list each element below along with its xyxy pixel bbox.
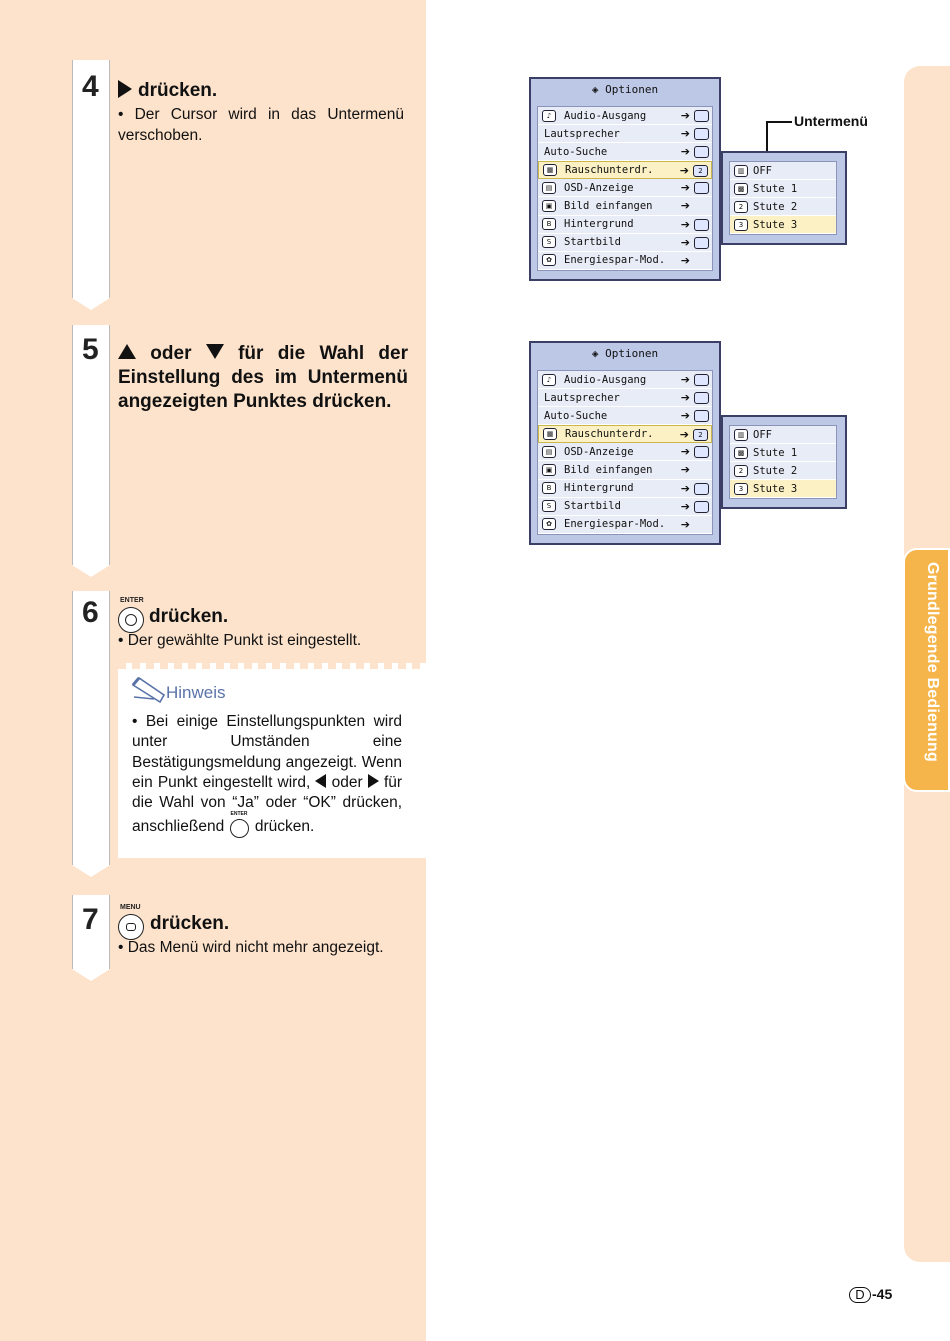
osd-title-text: Optionen [605,347,659,360]
hint-text-b: oder [331,773,363,791]
osd-item-icon: ▦ [543,428,557,440]
hint-text-c: für die Wahl von “Ja” oder “OK” drücken, anschließend [132,773,403,836]
submenu-callout: Untermenü [794,113,868,129]
hint-title: Hinweis [166,683,226,702]
osd-value-icon [694,446,709,458]
osd-item-icon: S [542,236,556,248]
side-tab-label: Grundlegende Bedienung [924,562,941,762]
menu-label: MENU [120,904,141,911]
osd-value-icon [694,410,709,422]
osd-item[interactable] [538,197,712,215]
step-4-bullet: • Der Cursor wird in das Untermenü verschoben. [118,106,405,144]
step-5-title [118,342,408,414]
osd-value-icon [694,110,709,122]
osd-item-label: Lautsprecher [544,391,620,404]
submenu-item[interactable] [730,480,836,498]
step-4-bullet-text: Der Cursor wird in das Untermenü verschoben. [118,106,405,144]
enter-button-icon [229,813,251,839]
osd-item-label: OSD-Anzeige [564,445,634,458]
submenu-list [729,161,837,235]
osd-item-label: Auto-Suche [544,409,608,422]
options-icon: ◈ [591,347,599,360]
osd-item-icon: S [542,500,556,512]
submenu-item-icon: 3 [734,219,748,231]
submenu-item[interactable] [730,216,836,234]
submenu-item[interactable] [730,198,836,216]
osd-value-icon [694,182,709,194]
osd-item[interactable] [538,389,712,407]
osd-arrow-icon: ➔ [680,253,690,267]
enter-button-icon [118,597,146,633]
osd-item[interactable] [538,107,712,125]
left-arrow-icon [315,774,326,788]
submenu-item-icon: ▥ [734,429,748,441]
osd-list [537,370,713,535]
osd-item[interactable] [538,125,712,143]
osd-item[interactable] [538,425,712,443]
osd-item-label: Audio-Ausgang [564,373,647,386]
osd-item[interactable] [538,516,712,534]
osd-arrow-icon: ➔ [680,499,690,513]
osd-arrow-icon: ➔ [680,235,690,249]
osd-item-label: Hintergrund [564,218,634,231]
osd-item[interactable] [538,461,712,479]
submenu-item[interactable] [730,180,836,198]
step-7-number: 7 [82,903,99,936]
osd-item[interactable] [538,179,712,197]
step-7-title: drücken. [150,913,230,934]
osd-value-icon [694,501,709,513]
up-arrow-icon [118,344,136,359]
submenu-item[interactable] [730,426,836,444]
submenu-item-icon: 2 [734,465,748,477]
osd-item-icon: ♪ [542,374,556,386]
osd-item-label: Startbild [564,236,621,249]
hint-box [118,663,426,858]
osd-item-icon: ▦ [543,164,557,176]
step-7-bullet-text: Das Menü wird nicht mehr angezeigt. [127,939,384,956]
osd-item-icon: ▤ [542,182,556,194]
osd-title-text: Optionen [605,83,659,96]
options-icon: ◈ [591,83,599,96]
osd-item-icon: ✿ [542,254,556,266]
osd-item-icon: ✿ [542,518,556,530]
osd-arrow-icon: ➔ [680,127,690,141]
osd-list [537,106,713,271]
osd-item-label: Lautsprecher [544,127,620,140]
step-4-title-text: drücken. [138,80,218,101]
osd-item[interactable] [538,161,712,179]
osd-item[interactable] [538,143,712,161]
osd-item[interactable] [538,371,712,389]
hint-text-d: drücken. [254,818,315,836]
osd-item-label: Audio-Ausgang [564,109,647,122]
osd-item-icon: B [542,482,556,494]
osd-arrow-icon: ➔ [680,481,690,495]
osd-item[interactable] [538,234,712,252]
osd-item-label: Auto-Suche [544,145,608,158]
osd-menu-1 [529,77,721,281]
osd-item-icon: ▣ [542,464,556,476]
osd-item[interactable] [538,407,712,425]
down-arrow-icon [206,344,224,359]
osd-arrow-icon: ➔ [679,428,689,442]
submenu-item[interactable] [730,162,836,180]
osd-value-icon: 2 [693,429,708,441]
submenu-item-label: OFF [753,428,772,441]
osd-item[interactable] [538,443,712,461]
callout-line-h [766,121,792,123]
step-4-title [118,80,217,102]
submenu-item-label: Stute 1 [753,182,798,195]
step-6-bullet: • Der gewählte Punkt ist eingestellt. [118,632,362,649]
submenu-item[interactable] [730,462,836,480]
osd-value-icon [694,392,709,404]
page-letter: D [849,1287,871,1303]
submenu-item-label: OFF [753,164,772,177]
osd-value-icon [694,483,709,495]
callout-line-v [766,121,768,151]
step-5-title-text: für die Wahl der Einstellung des im Untermenü angezeigten Punktes drücken. [118,343,408,412]
osd-item-label: OSD-Anzeige [564,181,634,194]
osd-arrow-icon: ➔ [679,164,689,178]
osd-value-icon [694,237,709,249]
osd-arrow-icon: ➔ [680,445,690,459]
osd-title [531,347,719,360]
right-arrow-icon [118,80,132,98]
osd-arrow-icon: ➔ [680,199,690,213]
osd-item[interactable] [538,480,712,498]
osd-item-icon: ♪ [542,110,556,122]
osd-item-icon: ▤ [542,446,556,458]
osd-arrow-icon: ➔ [680,217,690,231]
osd-arrow-icon: ➔ [680,145,690,159]
osd-value-icon [694,219,709,231]
submenu-item-label: Stute 3 [753,218,798,231]
pencil-icon [130,675,166,703]
step-4-number: 4 [82,70,99,103]
osd-arrow-icon: ➔ [680,373,690,386]
osd-arrow-icon: ➔ [680,181,690,195]
step-5-title-oder: oder [150,343,192,364]
osd-item-icon: B [542,218,556,230]
osd-item-label: Rauschunterdr. [565,428,654,441]
submenu-item-label: Stute 1 [753,446,798,459]
osd-arrow-icon: ➔ [680,391,690,405]
right-arrow-icon [368,774,379,788]
submenu-item-icon: ▩ [734,447,748,459]
osd-item[interactable] [538,498,712,516]
submenu-item-icon: 2 [734,201,748,213]
step-6-number: 6 [82,596,99,629]
submenu-item-icon: ▩ [734,183,748,195]
osd-item-label: Energiespar-Mod. [564,254,666,267]
osd-item-label: Startbild [564,500,621,513]
osd-value-icon [694,128,709,140]
submenu-item[interactable] [730,444,836,462]
submenu-item-label: Stute 2 [753,464,798,477]
osd-arrow-icon: ➔ [680,409,690,423]
step-6-bullet-text: Der gewählte Punkt ist eingestellt. [127,632,362,649]
page-number-text: -45 [872,1286,893,1302]
osd-value-icon [694,374,709,386]
submenu-list [729,425,837,499]
submenu-item-icon: 3 [734,483,748,495]
osd-item-label: Energiespar-Mod. [564,518,666,531]
step-7-bullet: • Das Menü wird nicht mehr angezeigt. [118,939,384,956]
step-6-title: drücken. [149,606,229,627]
osd-item-label: Rauschunterdr. [565,164,654,177]
osd-arrow-icon: ➔ [680,109,690,122]
submenu-item-icon: ▥ [734,165,748,177]
osd-value-icon [694,146,709,158]
osd-title [531,83,719,96]
osd-value-icon: 2 [693,165,708,177]
enter-label: ENTER [120,597,144,604]
osd-submenu-1 [721,151,847,245]
osd-item[interactable] [538,252,712,270]
osd-item-label: Bild einfangen [564,200,653,213]
osd-arrow-icon: ➔ [680,517,690,531]
hint-enter-label: ENTER [230,811,248,818]
osd-item[interactable] [538,216,712,234]
step-6-tab [72,591,110,865]
page-number [849,1286,892,1303]
osd-item-icon: ▣ [542,200,556,212]
menu-button-icon [118,904,146,940]
osd-item-label: Bild einfangen [564,464,653,477]
hint-text-a: Bei einige Einstellungspunkten wird unter Umständen eine Bestätigungsmeldung angezeigt. Wenn ein Punkt eingestellt wird, [132,713,402,791]
submenu-item-label: Stute 2 [753,200,798,213]
hint-text: • Bei einige Einstellungspunkten wird unter Umständen eine Bestätigungsmeldung angezeigt. Wenn ein Punkt eingestellt wird, oder für die Wahl von “Ja” oder “OK” drücken, anschließend ENTER drücken. [132,712,402,839]
osd-item-label: Hintergrund [564,482,634,495]
osd-menu-2 [529,341,721,545]
step-5-number: 5 [82,333,99,366]
submenu-item-label: Stute 3 [753,482,798,495]
osd-submenu-2 [721,415,847,509]
osd-arrow-icon: ➔ [680,463,690,477]
